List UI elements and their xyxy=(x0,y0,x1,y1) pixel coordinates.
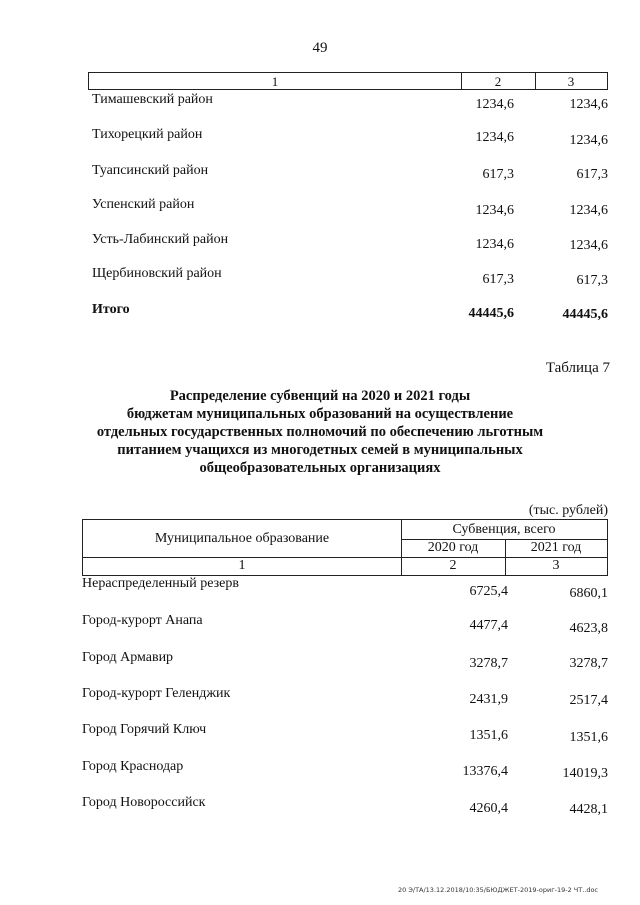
row-value-2021: 4623,8 xyxy=(569,621,608,636)
footer-filepath: 20 Э/ТА/13.12.2018/10:35/БЮДЖЕТ-2019-ориг-19-2 ЧТ..doc xyxy=(398,886,599,894)
row-value-2020: 2431,9 xyxy=(469,692,508,707)
row-value-2020: 1234,6 xyxy=(475,97,514,112)
row-value-2020: 617,3 xyxy=(482,167,514,182)
row-name: Туапсинский район xyxy=(92,163,209,178)
row-value-2020: 13376,4 xyxy=(462,764,508,779)
row-name: Город-курорт Анапа xyxy=(82,613,203,628)
total-value-2021: 44445,6 xyxy=(562,307,608,322)
header-col-number-2: 2 xyxy=(401,557,506,575)
row-value-2021: 617,3 xyxy=(576,273,608,288)
row-value-2021: 1351,6 xyxy=(569,730,608,745)
row-value-2020: 1234,6 xyxy=(475,130,514,145)
row-name: Нераспределенный резерв xyxy=(82,576,239,591)
row-value-2020: 6725,4 xyxy=(469,584,508,599)
row-value-2020: 3278,7 xyxy=(469,656,508,671)
units-label: (тыс. рублей) xyxy=(528,503,608,518)
table1-header-col1: 1 xyxy=(89,73,462,89)
row-name: Город Горячий Ключ xyxy=(82,722,207,737)
header-year-2021: 2021 год xyxy=(505,539,607,558)
table1-header-col3: 3 xyxy=(567,74,575,89)
row-value-2020: 1234,6 xyxy=(475,203,514,218)
header-col-number-1: 1 xyxy=(83,557,402,575)
page-number: 49 xyxy=(312,40,328,56)
row-value-2021: 3278,7 xyxy=(569,656,608,671)
row-value-2020: 617,3 xyxy=(482,272,514,287)
row-name: Успенский район xyxy=(92,197,195,212)
row-value-2020: 1351,6 xyxy=(469,728,508,743)
table1-header-col2: 2 xyxy=(461,73,536,89)
table2-header xyxy=(82,519,608,576)
row-value-2021: 14019,3 xyxy=(562,766,608,781)
header-subvention-total: Субвенция, всего xyxy=(401,520,607,540)
title-line: Распределение субвенций на 2020 и 2021 годы xyxy=(169,388,471,404)
row-value-2020: 4260,4 xyxy=(469,801,508,816)
row-value-2021: 617,3 xyxy=(576,167,608,182)
row-value-2021: 4428,1 xyxy=(569,802,608,817)
title-line: общеобразовательных организациях xyxy=(199,460,441,476)
row-name: Щербиновский район xyxy=(92,266,222,281)
table-label: Таблица 7 xyxy=(545,360,610,376)
title-line: питанием учащихся из многодетных семей в муниципальных xyxy=(117,442,523,458)
row-name: Город Новороссийск xyxy=(82,795,206,810)
total-label: Итого xyxy=(92,302,130,317)
title-line: отдельных государственных полномочий по обеспечению льготным xyxy=(96,424,544,440)
table-title xyxy=(80,387,560,477)
header-year-2020: 2020 год xyxy=(401,539,506,558)
row-value-2021: 1234,6 xyxy=(569,238,608,253)
header-municipality: Муниципальное образование xyxy=(83,520,402,558)
row-name: Город Краснодар xyxy=(82,759,184,774)
row-value-2020: 1234,6 xyxy=(475,237,514,252)
row-name: Тихорецкий район xyxy=(92,127,203,142)
row-name: Тимашевский район xyxy=(92,92,213,107)
row-value-2021: 1234,6 xyxy=(569,97,608,112)
table1-header xyxy=(88,72,608,90)
row-name: Усть-Лабинский район xyxy=(92,232,229,247)
header-col-number-3: 3 xyxy=(552,558,560,573)
row-name: Город-курорт Геленджик xyxy=(82,686,231,701)
row-value-2021: 2517,4 xyxy=(569,693,608,708)
row-value-2021: 1234,6 xyxy=(569,133,608,148)
row-value-2021: 1234,6 xyxy=(569,203,608,218)
title-line: бюджетам муниципальных образований на осуществление xyxy=(126,406,514,422)
row-value-2020: 4477,4 xyxy=(469,618,508,633)
row-name: Город Армавир xyxy=(82,650,174,665)
row-value-2021: 6860,1 xyxy=(569,586,608,601)
total-value-2020: 44445,6 xyxy=(468,306,514,321)
